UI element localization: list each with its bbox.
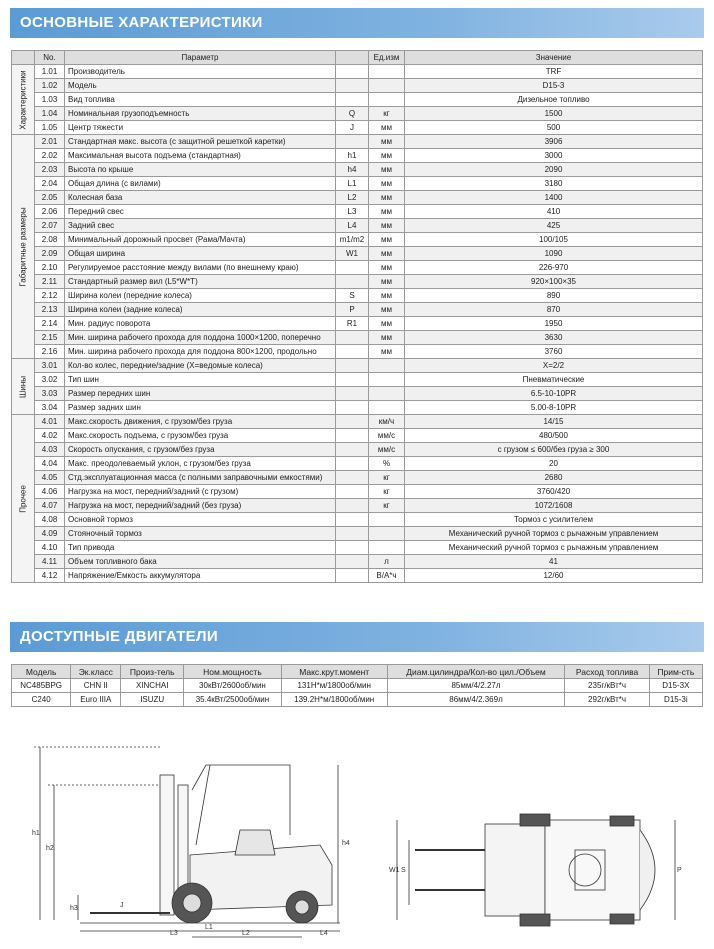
spec-unit-cell: мм [369,163,405,177]
spec-no-cell: 4.02 [35,429,65,443]
spec-header-row [12,51,703,65]
spec-val-cell: 100/105 [405,233,703,247]
spec-param-cell: Стандартный размер вил (L5*W*T) [65,275,336,289]
spec-row [12,191,703,205]
spec-sym-cell: m1/m2 [336,233,369,247]
engine-cell: C240 [12,693,71,707]
spec-unit-cell: кг [369,107,405,121]
spec-no-cell: 4.07 [35,499,65,513]
spec-param-cell: Макс. преодолеваемый уклон, с грузом/без груза [65,457,336,471]
spec-val-cell: 1950 [405,317,703,331]
spec-unit-cell: мм/с [369,443,405,457]
engine-header-row [12,665,703,679]
spec-row [12,513,703,527]
spec-row [12,303,703,317]
spec-unit-cell: мм [369,121,405,135]
spec-sym-cell [336,65,369,79]
spec-param-cell: Производитель [65,65,336,79]
spec-sym-cell [336,93,369,107]
spec-param-cell: Колесная база [65,191,336,205]
spec-no-cell: 2.07 [35,219,65,233]
engine-cell: Euro IIIA [71,693,121,707]
engine-cell: 292г/кВт*ч [565,693,649,707]
spec-no-cell: 4.04 [35,457,65,471]
spec-row [12,275,703,289]
spec-param-cell: Размер задних шин [65,401,336,415]
spec-val-cell: 2090 [405,163,703,177]
spec-row [12,233,703,247]
spec-row [12,499,703,513]
spec-val-cell: 480/500 [405,429,703,443]
spec-row [12,569,703,583]
dim-l1-label: L1 [205,924,213,931]
engine-cell: XINCHAI [121,679,184,693]
spec-sym-cell: S [336,289,369,303]
spec-row [12,485,703,499]
spec-no-cell: 1.01 [35,65,65,79]
spec-param-cell: Высота по крыше [65,163,336,177]
spec-no-cell: 2.12 [35,289,65,303]
spec-no-cell: 2.11 [35,275,65,289]
spec-val-cell: 2680 [405,471,703,485]
spec-no-cell: 3.03 [35,387,65,401]
spec-val-cell: 410 [405,205,703,219]
spec-unit-cell: мм [369,205,405,219]
spec-no-cell: 4.12 [35,569,65,583]
spec-sym-cell: L4 [336,219,369,233]
spec-param-cell: Стояночный тормоз [65,527,336,541]
engine-cell: CHN II [71,679,121,693]
spec-val-cell: 226-970 [405,261,703,275]
spec-sym-cell: h1 [336,149,369,163]
spec-sym-cell [336,275,369,289]
engine-cell: 35.4кВт/2500об/мин [184,693,282,707]
engine-cell: 86мм/4/2.369л [387,693,565,707]
spec-sym-cell [336,401,369,415]
engine-cell: ISUZU [121,693,184,707]
spec-unit-cell: мм [369,233,405,247]
spec-val-cell: 920×100×35 [405,275,703,289]
spec-no-cell: 2.09 [35,247,65,261]
spec-sym-cell [336,359,369,373]
forklift-side-view-diagram [20,735,350,940]
spec-sym-cell [336,373,369,387]
engine-col-header: Прим-сть [649,665,702,679]
spec-sym-cell [336,345,369,359]
spec-unit-cell: мм [369,331,405,345]
spec-unit-cell [369,513,405,527]
spec-row [12,205,703,219]
spec-val-cell: 6.5-10-10PR [405,387,703,401]
spec-sym-cell [336,513,369,527]
engine-col-header: Расход топлива [565,665,649,679]
spec-sym-cell [336,457,369,471]
spec-row [12,79,703,93]
spec-param-cell: Тип привода [65,541,336,555]
spec-unit-cell: мм [369,345,405,359]
spec-row [12,247,703,261]
spec-no-cell: 4.09 [35,527,65,541]
spec-unit-cell: кг [369,485,405,499]
spec-param-cell: Номинальная грузоподъемность [65,107,336,121]
spec-val-cell: Дизельное топливо [405,93,703,107]
spec-param-cell: Макс.скорость движения, с грузом/без груза [65,415,336,429]
spec-no-cell: 3.01 [35,359,65,373]
spec-val-cell: D15-3 [405,79,703,93]
unit-header: Ед.изм [369,51,405,65]
spec-unit-cell: мм [369,191,405,205]
dim-l3-label: L3 [170,930,178,937]
spec-sym-cell: L1 [336,177,369,191]
dim-h3-label: h3 [70,905,78,912]
spec-param-cell: Основной тормоз [65,513,336,527]
engines-section-title: ДОСТУПНЫЕ ДВИГАТЕЛИ [10,622,704,652]
spec-unit-cell: кг [369,471,405,485]
spec-no-cell: 2.15 [35,331,65,345]
spec-val-cell: 3760 [405,345,703,359]
dim-p-label: P [677,867,682,874]
spec-sym-cell [336,135,369,149]
spec-val-cell: 12/60 [405,569,703,583]
spec-row [12,331,703,345]
spec-row [12,443,703,457]
spec-unit-cell: мм [369,149,405,163]
category-label: Прочее [18,484,28,513]
engine-cell: 85мм/4/2.27л [387,679,565,693]
spec-param-cell: Напряжение/Емкость аккумулятора [65,569,336,583]
spec-no-cell: 4.10 [35,541,65,555]
engine-col-header: Модель [12,665,71,679]
spec-unit-cell: мм [369,317,405,331]
spec-param-cell: Размер передних шин [65,387,336,401]
spec-row [12,317,703,331]
engine-row [12,679,703,693]
param-header: Параметр [65,51,336,65]
spec-no-cell: 4.01 [35,415,65,429]
spec-param-cell: Ширина колеи (передние колеса) [65,289,336,303]
spec-row [12,345,703,359]
dim-h2-label: h2 [46,845,54,852]
category-cell [12,65,35,135]
spec-no-cell: 1.04 [35,107,65,121]
spec-unit-cell: % [369,457,405,471]
engine-cell: 139.2Н*м/1800об/мин [281,693,387,707]
engine-cell: 235г/кВт*ч [565,679,649,693]
engine-col-header: Произ-тель [121,665,184,679]
spec-row [12,541,703,555]
spec-no-cell: 1.03 [35,93,65,107]
spec-sym-cell [336,471,369,485]
spec-unit-cell: мм [369,261,405,275]
spec-param-cell: Регулируемое расстояние между вилами (по внешнему краю) [65,261,336,275]
spec-param-cell: Вид топлива [65,93,336,107]
spec-val-cell: 425 [405,219,703,233]
spec-row [12,373,703,387]
spec-row [12,359,703,373]
spec-sym-cell [336,555,369,569]
spec-param-cell: Мин. радиус поворота [65,317,336,331]
spec-val-cell: Механический ручной тормоз с рычажным управлением [405,527,703,541]
spec-param-cell: Общая ширина [65,247,336,261]
spec-sym-cell [336,331,369,345]
spec-param-cell: Стд.эксплуатационная масса (с полными заправочными емкостями) [65,471,336,485]
spec-no-cell: 2.13 [35,303,65,317]
spec-param-cell: Минимальный дорожный просвет (Рама/Мачта) [65,233,336,247]
spec-no-cell: 2.02 [35,149,65,163]
spec-unit-cell [369,359,405,373]
engine-cell: 131Н*м/1800об/мин [281,679,387,693]
spec-no-cell: 1.02 [35,79,65,93]
spec-no-cell: 2.10 [35,261,65,275]
engine-col-header: Ном.мощность [184,665,282,679]
spec-no-cell: 4.11 [35,555,65,569]
spec-no-cell: 2.03 [35,163,65,177]
spec-sym-cell: Q [336,107,369,121]
spec-sym-cell [336,387,369,401]
spec-val-cell: с грузом ≤ 600/без груза ≥ 300 [405,443,703,457]
spec-val-cell: Тормоз с усилителем [405,513,703,527]
spec-sym-cell: J [336,121,369,135]
spec-sym-cell: L3 [336,205,369,219]
spec-val-cell: 890 [405,289,703,303]
dim-w1-label: W1 [389,867,400,874]
spec-no-cell: 4.05 [35,471,65,485]
specs-section-title: ОСНОВНЫЕ ХАРАКТЕРИСТИКИ [10,8,704,38]
spec-row [12,289,703,303]
engine-table [11,664,703,707]
spec-val-cell: 1072/1608 [405,499,703,513]
spec-val-cell: 870 [405,303,703,317]
value-header: Значение [405,51,703,65]
spec-val-cell: 1500 [405,107,703,121]
category-cell [12,359,35,415]
spec-no-cell: 2.04 [35,177,65,191]
category-label: Характеристики [18,69,28,130]
category-label: Шины [18,375,28,398]
engine-col-header: Макс.крут.момент [281,665,387,679]
engine-col-header: Эк.класс [71,665,121,679]
spec-val-cell: TRF [405,65,703,79]
spec-sym-cell: h4 [336,163,369,177]
spec-unit-cell: мм [369,247,405,261]
spec-unit-cell: мм [369,219,405,233]
spec-row [12,121,703,135]
spec-no-cell: 4.03 [35,443,65,457]
spec-row [12,457,703,471]
spec-val-cell: Пневматические [405,373,703,387]
spec-row [12,135,703,149]
spec-no-cell: 3.04 [35,401,65,415]
spec-val-cell: 14/15 [405,415,703,429]
spec-unit-cell [369,93,405,107]
spec-param-cell: Задний свес [65,219,336,233]
spec-no-cell: 2.05 [35,191,65,205]
spec-table [11,50,703,583]
spec-sym-cell [336,569,369,583]
spec-unit-cell: В/А*ч [369,569,405,583]
spec-unit-cell: л [369,555,405,569]
dim-h1-label: h1 [32,830,40,837]
spec-row [12,177,703,191]
spec-param-cell: Модель [65,79,336,93]
cat-header [12,51,35,65]
spec-row [12,555,703,569]
dim-s-label: S [401,867,406,874]
spec-sym-cell: P [336,303,369,317]
spec-row [12,471,703,485]
spec-param-cell: Максимальная высота подъема (стандартная) [65,149,336,163]
spec-row [12,387,703,401]
spec-sym-cell [336,415,369,429]
spec-param-cell: Центр тяжести [65,121,336,135]
spec-no-cell: 2.01 [35,135,65,149]
engine-cell: 30кВт/2600об/мин [184,679,282,693]
spec-no-cell: 4.08 [35,513,65,527]
spec-row [12,149,703,163]
spec-param-cell: Мин. ширина рабочего прохода для поддона 800×1200, продольно [65,345,336,359]
spec-row [12,219,703,233]
spec-no-cell: 3.02 [35,373,65,387]
forklift-top-view-diagram [385,810,685,930]
spec-val-cell: 3630 [405,331,703,345]
spec-unit-cell: мм [369,135,405,149]
spec-val-cell: 3180 [405,177,703,191]
spec-param-cell: Стандартная макс. высота (с защитной решеткой каретки) [65,135,336,149]
spec-param-cell: Мин. ширина рабочего прохода для поддона 1000×1200, поперечно [65,331,336,345]
spec-no-cell: 2.16 [35,345,65,359]
spec-param-cell: Нагрузка на мост, передний/задний (с грузом) [65,485,336,499]
engine-cell: D15-3i [649,693,702,707]
spec-unit-cell: кг [369,499,405,513]
dim-j-label: J [120,902,124,909]
spec-val-cell: 3906 [405,135,703,149]
spec-param-cell: Общая длина (с вилами) [65,177,336,191]
spec-row [12,65,703,79]
spec-row [12,415,703,429]
spec-row [12,527,703,541]
spec-unit-cell [369,65,405,79]
spec-no-cell: 4.06 [35,485,65,499]
spec-param-cell: Скорость опускания, с грузом/без груза [65,443,336,457]
spec-param-cell: Кол-во колес, передние/задние (X=ведомые колеса) [65,359,336,373]
no-header: No. [35,51,65,65]
spec-val-cell: 5.00-8-10PR [405,401,703,415]
spec-sym-cell [336,443,369,457]
spec-sym-cell: L2 [336,191,369,205]
spec-row [12,163,703,177]
spec-val-cell: 3000 [405,149,703,163]
category-label: Габаритные размеры [18,206,28,287]
spec-unit-cell [369,541,405,555]
engine-cell: NC485BPG [12,679,71,693]
spec-val-cell: 1400 [405,191,703,205]
spec-unit-cell: мм [369,275,405,289]
spec-param-cell: Объем топливного бака [65,555,336,569]
spec-sym-cell: W1 [336,247,369,261]
spec-val-cell: Механический ручной тормоз с рычажным управлением [405,541,703,555]
spec-unit-cell [369,401,405,415]
dim-h4-label: h4 [342,840,350,847]
spec-unit-cell: мм [369,303,405,317]
spec-no-cell: 2.14 [35,317,65,331]
spec-sym-cell [336,527,369,541]
spec-no-cell: 2.06 [35,205,65,219]
spec-row [12,429,703,443]
category-cell [12,415,35,583]
spec-val-cell: 20 [405,457,703,471]
spec-val-cell: 3760/420 [405,485,703,499]
spec-param-cell: Макс.скорость подъема, с грузом/без груза [65,429,336,443]
spec-unit-cell [369,79,405,93]
spec-no-cell: 2.08 [35,233,65,247]
spec-param-cell: Передний свес [65,205,336,219]
spec-param-cell: Тип шин [65,373,336,387]
engine-row [12,693,703,707]
spec-sym-cell [336,429,369,443]
dim-l2-label: L2 [242,930,250,937]
engine-cell: D15-3X [649,679,702,693]
spec-val-cell: X=2/2 [405,359,703,373]
spec-sym-cell [336,261,369,275]
spec-sym-cell [336,541,369,555]
spec-val-cell: 41 [405,555,703,569]
spec-sym-cell [336,485,369,499]
spec-row [12,93,703,107]
spec-unit-cell: км/ч [369,415,405,429]
category-cell [12,135,35,359]
spec-row [12,401,703,415]
spec-row [12,261,703,275]
spec-unit-cell: мм/с [369,429,405,443]
sym-header [336,51,369,65]
spec-val-cell: 500 [405,121,703,135]
spec-param-cell: Ширина колеи (задние колеса) [65,303,336,317]
spec-unit-cell: мм [369,177,405,191]
spec-unit-cell [369,387,405,401]
spec-param-cell: Нагрузка на мост, передний/задний (без груза) [65,499,336,513]
spec-row [12,107,703,121]
spec-unit-cell: мм [369,289,405,303]
spec-val-cell: 1090 [405,247,703,261]
spec-sym-cell [336,499,369,513]
dim-l4-label: L4 [320,930,328,937]
spec-no-cell: 1.05 [35,121,65,135]
spec-unit-cell [369,373,405,387]
engine-col-header: Диам.цилиндра/Кол-во цил./Объем [387,665,565,679]
spec-sym-cell: R1 [336,317,369,331]
spec-unit-cell [369,527,405,541]
spec-sym-cell [336,79,369,93]
